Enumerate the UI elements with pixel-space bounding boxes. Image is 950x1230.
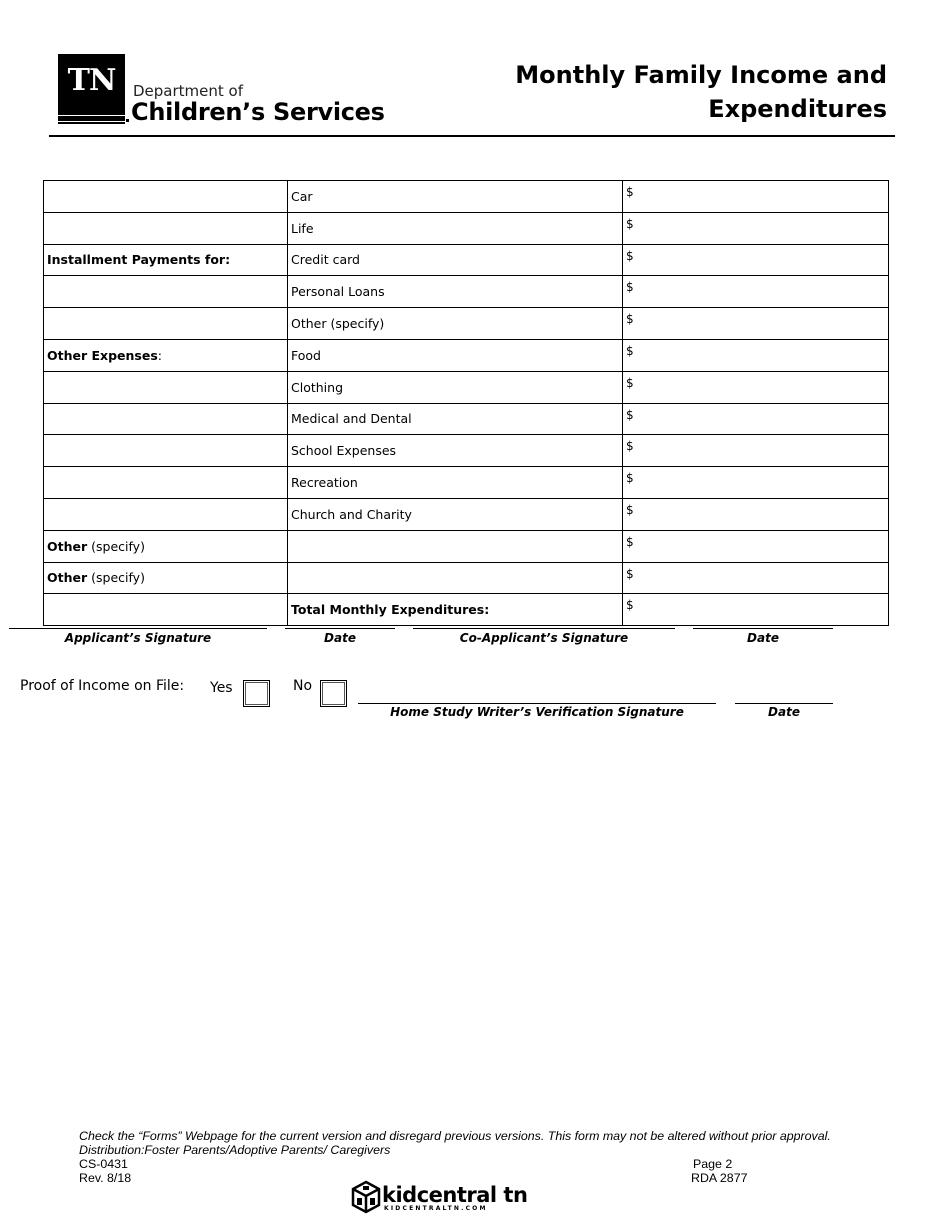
category-cell [44,276,288,308]
kidcentral-cube-icon [350,1180,382,1214]
applicant-signature-line[interactable] [9,628,267,629]
rda-number: RDA 2877 [691,1171,748,1185]
no-checkbox[interactable] [320,680,347,707]
distribution-note: Distribution:Foster Parents/Adoptive Parents/ Caregivers [79,1143,391,1157]
item-label: School Expenses [288,435,623,467]
applicant-signature-label: Applicant’s Signature [64,631,212,645]
table-row [44,403,889,435]
category-cell [44,339,288,371]
category-label-bold: Installment Payments for: [47,252,231,268]
logo-underline-thin [58,122,125,124]
page-title-line2: Expenditures [708,95,887,123]
amount-field[interactable]: $ [623,181,889,213]
tn-logo-text: TN [67,63,116,98]
item-label: Medical and Dental [288,403,623,435]
table-row [44,308,889,340]
item-label [288,562,623,594]
page-number: Page 2 [693,1157,733,1171]
amount-field[interactable]: $ [623,467,889,499]
forms-notice: Check the “Forms” Webpage for the current version and disregard previous versions. This form may not be altered without prior approval. [79,1129,831,1143]
table-row [44,562,889,594]
department-of-label: Department of [133,82,243,100]
category-cell [44,181,288,213]
category-cell [44,371,288,403]
table-row [44,530,889,562]
category-label-bold: Other Expenses [47,347,158,363]
item-label: Other (specify) [288,308,623,340]
amount-field[interactable]: $ [623,498,889,530]
yes-label: Yes [210,680,233,696]
amount-field[interactable]: $ [623,371,889,403]
yes-checkbox[interactable] [243,680,270,707]
amount-field[interactable]: $ [623,339,889,371]
date1-line[interactable] [285,628,395,629]
date1-label: Date [324,631,356,645]
logo-underline [58,116,125,121]
item-label: Personal Loans [288,276,623,308]
amount-field[interactable]: $ [623,562,889,594]
date2-line[interactable] [693,628,833,629]
category-label-bold: Other [47,570,88,586]
category-cell [44,308,288,340]
item-label: Church and Charity [288,498,623,530]
verification-signature-label: Home Study Writer’s Verification Signature [390,705,684,719]
amount-field[interactable]: $ [623,530,889,562]
table-row [44,498,889,530]
expenditures-table [43,180,889,626]
proof-of-income-label: Proof of Income on File: [20,678,185,694]
table-row [44,339,889,371]
table-row [44,181,889,213]
total-amount-field[interactable]: $ [623,594,889,626]
item-label: Food [288,339,623,371]
category-cell [44,244,288,276]
item-label: Credit card [288,244,623,276]
co-applicant-signature-label: Co-Applicant’s Signature [459,631,629,645]
category-cell [44,435,288,467]
category-cell [44,212,288,244]
amount-field[interactable]: $ [623,212,889,244]
total-row [44,594,889,626]
amount-field[interactable]: $ [623,308,889,340]
department-name: Children’s Services [131,98,385,126]
item-label [288,530,623,562]
item-label: Car [288,181,623,213]
category-cell [44,498,288,530]
item-label: Life [288,212,623,244]
amount-field[interactable]: $ [623,244,889,276]
form-number: CS-0431 [79,1157,128,1171]
date3-label: Date [768,705,800,719]
table-row [44,467,889,499]
item-label: Recreation [288,467,623,499]
category-cell [44,562,288,594]
total-category-cell [44,594,288,626]
category-label: : [157,347,162,363]
item-label: Clothing [288,371,623,403]
table-row [44,435,889,467]
verification-signature-line[interactable] [358,703,716,704]
no-label: No [293,678,313,694]
logo-dot [126,119,129,122]
category-cell [44,467,288,499]
total-label: Total Monthly Expenditures: [288,594,623,626]
amount-field[interactable]: $ [623,403,889,435]
category-cell [44,530,288,562]
table-row [44,371,889,403]
date3-line[interactable] [735,703,833,704]
table-row [44,244,889,276]
kidcentral-url: KIDCENTRALTN.COM [384,1205,488,1212]
category-cell [44,403,288,435]
category-label: (specify) [87,538,145,554]
table-row [44,212,889,244]
table-row [44,276,889,308]
amount-field[interactable]: $ [623,435,889,467]
amount-field[interactable]: $ [623,276,889,308]
co-applicant-signature-line[interactable] [413,628,675,629]
page-title [467,58,887,126]
page-title-line1: Monthly Family Income and [515,61,887,89]
kidcentral-logo-text: kidcentral tn [382,1183,528,1207]
category-label: (specify) [87,570,145,586]
category-label-bold: Other [47,538,88,554]
header-divider [49,135,895,137]
date2-label: Date [747,631,779,645]
revision: Rev. 8/18 [79,1171,132,1185]
